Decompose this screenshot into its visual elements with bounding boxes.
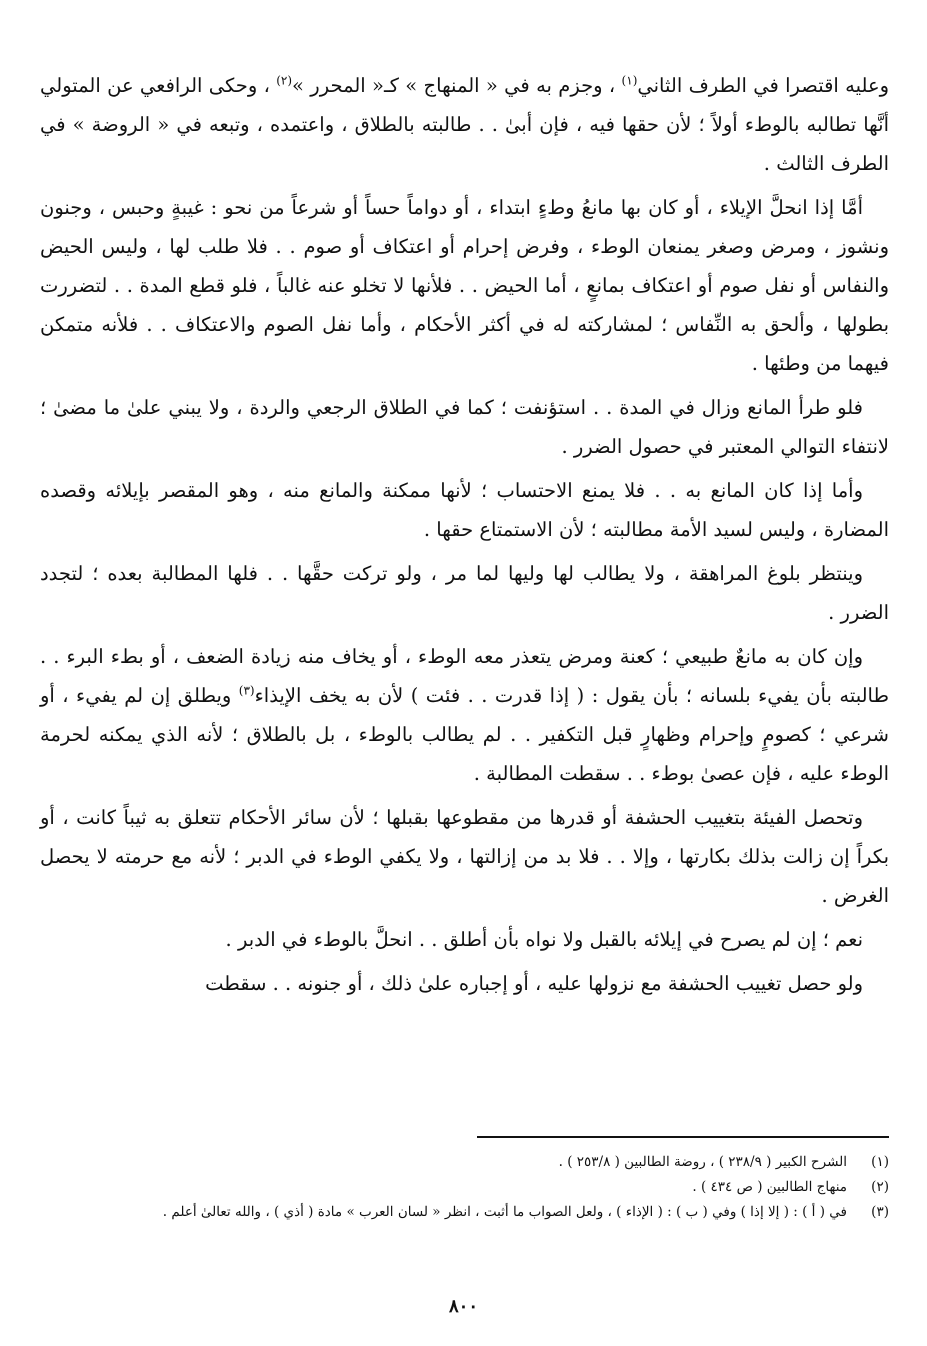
- paragraph-text: وينتظر بلوغ المراهقة ، ولا يطالب لها وليها لما مر ، ولو تركت حقَّها . . فلها المطالبة بعده ؛ لتجدد الضرر .: [40, 562, 889, 624]
- paragraph: [40, 637, 889, 793]
- paragraph-text: ويطلق إن لم يفيء ، أو شرعي ؛ كصومٍ وإحرام وظهارٍ قبل التكفير . . لم يطالب بالوطء ، بل بالطلاق ؛ لأنه الذي يمكنه لحرمة الوطء عليه ، فإن عصىٰ بوطء . . سقطت المطالبة .: [40, 684, 889, 785]
- footnote-text: في ( أ ) : ( إلا إذا ) وفي ( ب ) : ( الإذاء ) ، ولعل الصواب ما أثبت ، انظر « لسان العرب » مادة ( أذي ) ، والله تعالىٰ أعلم .: [162, 1204, 847, 1220]
- footnote-reference: (٢): [276, 73, 293, 88]
- footnote-number: (٢): [871, 1179, 889, 1195]
- footnote-item: [40, 1200, 889, 1225]
- paragraph: [40, 188, 889, 383]
- main-text-block: [40, 66, 889, 1008]
- paragraph: [40, 798, 889, 915]
- body-text: [40, 66, 889, 1003]
- paragraph: [40, 554, 889, 632]
- paragraph: [40, 920, 889, 959]
- footnote-number: (١): [871, 1154, 889, 1170]
- paragraph-text: ولو حصل تغييب الحشفة مع نزولها عليه ، أو إجباره علىٰ ذلك ، أو جنونه . . سقطت: [205, 972, 863, 995]
- paragraph: [40, 388, 889, 466]
- paragraph-text: وعليه اقتصرا في الطرف الثاني: [637, 74, 890, 97]
- footnote-item: [40, 1175, 889, 1200]
- paragraph-text: ، وحكى الرافعي عن المتولي أنَّها تطالبه بالوطء أولاً ؛ لأن حقها فيه ، فإن أبىٰ . . طالبته بالطلاق ، واعتمده ، وتبعه في « الروضة » في الطرف الثالث .: [40, 74, 889, 175]
- paragraph-text: فلو طرأ المانع وزال في المدة . . استؤنفت ؛ كما في الطلاق الرجعي والردة ، ولا يبني علىٰ ما مضىٰ ؛ لانتفاء التوالي المعتبر في حصول الضرر .: [40, 396, 889, 458]
- footnote-divider: [477, 1136, 889, 1138]
- paragraph-text: ، وجزم به في « المنهاج » كـ« المحرر »: [292, 74, 622, 97]
- footnote-reference: (٣): [238, 683, 255, 698]
- paragraph-text: نعم ؛ إن لم يصرح في إيلائه بالقبل ولا نواه بأن أطلق . . انحلَّ بالوطء في الدبر .: [225, 928, 863, 951]
- footnotes-section: [40, 1150, 889, 1225]
- paragraph: [40, 66, 889, 183]
- footnote-text: الشرح الكبير ( ٢٣٨/٩ ) ، روضة الطالبين ( ٢٥٣/٨ ) .: [558, 1154, 847, 1170]
- paragraph-text: وأما إذا كان المانع به . . فلا يمنع الاحتساب ؛ لأنها ممكنة والمانع منه ، وهو المقصر بإيلائه وقصده المضارة ، وليس لسيد الأمة مطالبته ؛ لأن الاستمتاع حقها .: [40, 479, 889, 541]
- footnote-item: [40, 1150, 889, 1175]
- paragraph: [40, 964, 889, 1003]
- footnote-number: (٣): [871, 1204, 889, 1220]
- paragraph-text: أمَّا إذا انحلَّ الإيلاء ، أو كان بها مانعُ وطءٍ ابتداء ، أو دواماً حساً أو شرعاً من نحو : غيبةٍ وحبس ، وجنون ونشوز ، ومرض وصغر يمنعان الوطء ، وفرض إحرام أو اعتكاف أو صوم . . فلا طلب لها ، وليس الحيض والنفاس أو نفل صوم أو اعتكاف بمانعٍ ، أما الحيض . . فلأنها لا تخلو عنه غالباً ، فلو قطع المدة . . لتضررت بطولها ، وألحق به النِّفاس ؛ لمشاركته له في أكثر الأحكام ، وأما نفل الصوم والاعتكاف . . فلأنه متمكن فيهما من وطئها .: [40, 196, 889, 375]
- paragraph-text: وتحصل الفيئة بتغييب الحشفة أو قدرها من مقطوعها بقبلها ؛ لأن سائر الأحكام تتعلق به ثيباً كانت ، أو بكراً إن زالت بذلك بكارتها ، وإلا . . فلا بد من إزالتها ، ولا يكفي الوطء في الدبر ؛ لأنه مع حرمته لا يحصل الغرض .: [40, 806, 889, 907]
- footnote-text: منهاج الطالبين ( ص ٤٣٤ ) .: [692, 1179, 847, 1195]
- page-number: ٨٠٠: [448, 1296, 478, 1317]
- footnote-reference: (١): [621, 73, 638, 88]
- paragraph-text: وإن كان به مانعٌ طبيعي ؛ كعنة ومرض يتعذر معه الوطء ، أو يخاف منه زيادة الضعف ، أو بطء البرء . . طالبته بأن يفيء بلسانه ؛ بأن يقول : ( إذا قدرت . . فئت ) لأن به يخف الإيذاء: [40, 645, 890, 707]
- paragraph: [40, 471, 889, 549]
